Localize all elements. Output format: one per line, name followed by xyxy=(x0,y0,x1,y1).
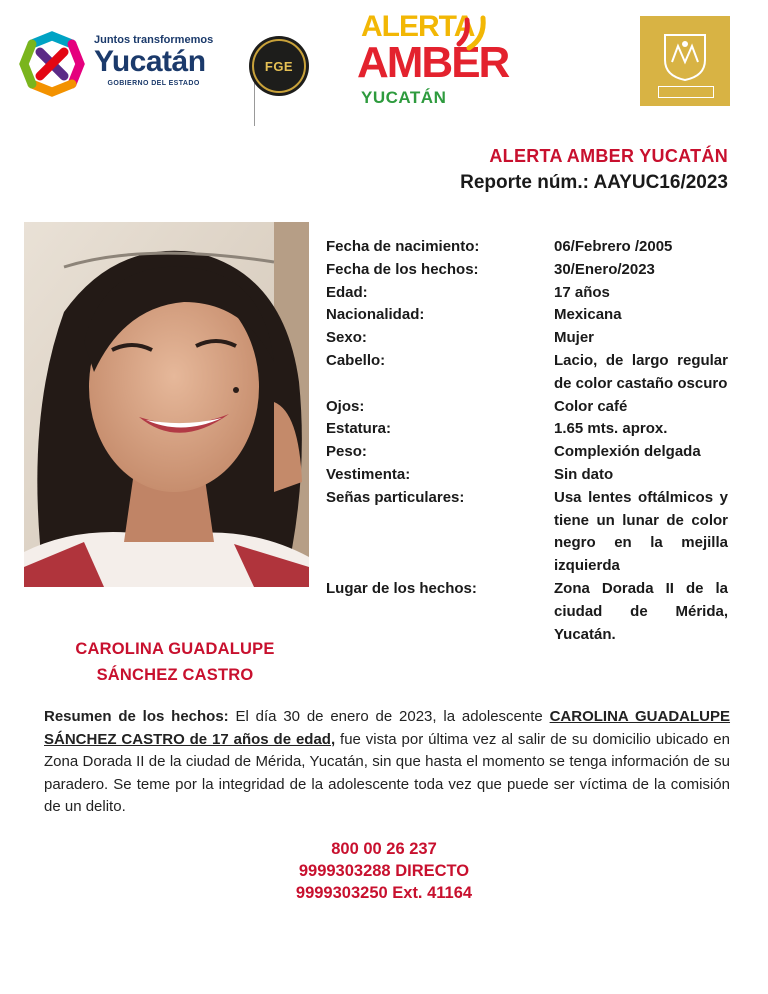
portrait-image xyxy=(24,222,309,587)
detail-row xyxy=(326,418,728,441)
alert-wave-icon xyxy=(455,14,491,54)
report-number: Reporte núm.: AAYUC16/2023 xyxy=(460,172,728,193)
detail-row xyxy=(326,396,728,419)
detail-value: Sin dato xyxy=(554,465,614,483)
amber-logo-alerta: ALERTA xyxy=(361,10,475,43)
detail-label: Señas particulares: xyxy=(326,488,465,506)
summary-text-1: El día 30 de enero de 2023, la adolescente xyxy=(228,708,550,725)
missing-person-photo xyxy=(24,222,309,587)
detail-label: Fecha de nacimiento: xyxy=(326,238,480,255)
detail-value: Complexión delgada xyxy=(554,443,701,461)
detail-value: Mujer xyxy=(554,329,595,347)
detail-label: Peso: xyxy=(326,443,367,461)
detail-row xyxy=(326,236,728,259)
detail-label: Sexo: xyxy=(326,329,367,347)
name-line-1: CAROLINA GUADALUPE xyxy=(75,640,275,658)
contact-phones xyxy=(0,838,768,904)
incident-summary xyxy=(44,706,730,819)
detail-row xyxy=(326,282,728,305)
summary-highlight: CAROLINA GUADALUPE SÁNCHEZ CASTRO de 17 años de edad, xyxy=(44,708,731,748)
detail-label: Edad: xyxy=(326,283,368,301)
yucatan-emblem-icon xyxy=(18,30,86,98)
detail-row xyxy=(326,304,728,327)
phone-number: 9999303288 DIRECTO xyxy=(298,862,470,880)
amber-logo-yucatan: YUCATÁN xyxy=(361,88,447,107)
detail-value: Usa lentes oftálmicos y tiene un lunar de color negro en la mejilla izquierda xyxy=(554,488,728,575)
summary-text-2: fue vista por última vez al salir de su domicilio ubicado en Zona Dorada II de la ciudad de Mérida, Yucatán, sin que hasta el momento se tenga información de su paradero. Se teme por la integridad de la adolescente toda vez que puede ser víctima de la comisión de un delito. xyxy=(44,730,730,815)
seal-caption-band xyxy=(658,86,714,98)
yucatan-tagline: Juntos transformemos xyxy=(94,34,214,46)
fge-seal xyxy=(249,36,309,96)
alerta-amber-logo xyxy=(355,8,509,112)
summary-label: Resumen de los hechos: xyxy=(44,708,229,725)
detail-value: 17 años xyxy=(554,283,610,301)
missing-person-name xyxy=(40,636,310,688)
detail-label: Cabello: xyxy=(326,351,386,369)
detail-label: Fecha de los hechos: xyxy=(326,260,479,278)
detail-row xyxy=(326,464,728,487)
alert-title: ALERTA AMBER YUCATÁN xyxy=(489,146,728,166)
detail-value: Zona Dorada II de la ciudad de Mérida, Yucatán. xyxy=(554,579,728,643)
detail-row xyxy=(326,327,728,350)
detail-row xyxy=(326,259,728,282)
name-line-2: SÁNCHEZ CASTRO xyxy=(96,666,254,684)
yucatan-government-label: GOBIERNO DEL ESTADO xyxy=(107,80,200,87)
phone-number: 800 00 26 237 xyxy=(331,840,437,858)
detail-label: Lugar de los hechos: xyxy=(326,579,477,597)
detail-label: Vestimenta: xyxy=(326,465,411,483)
detail-row xyxy=(326,578,728,646)
detail-value: Mexicana xyxy=(554,306,622,324)
detail-label: Estatura: xyxy=(326,420,392,438)
yucatan-government-logo xyxy=(18,28,246,100)
detail-value: Lacio, de largo regular de color castaño oscuro xyxy=(554,351,728,392)
detail-value: Color café xyxy=(554,397,628,415)
detail-row xyxy=(326,441,728,464)
fge-label: FGE xyxy=(264,58,294,74)
details-table xyxy=(326,236,728,646)
yucatan-name: Yucatán xyxy=(94,45,206,78)
detail-row xyxy=(326,487,728,578)
detail-row xyxy=(326,350,728,396)
amber-logo-amber: AMBER xyxy=(357,38,509,87)
yucatan-state-seal xyxy=(640,16,730,106)
detail-label: Nacionalidad: xyxy=(326,306,425,324)
shield-icon xyxy=(662,32,708,82)
detail-value: 06/Febrero /2005 xyxy=(554,238,673,255)
detail-value: 30/Enero/2023 xyxy=(554,260,655,278)
phone-number: 9999303250 Ext. 41164 xyxy=(295,884,473,902)
detail-label: Ojos: xyxy=(326,397,365,415)
detail-value: 1.65 mts. aprox. xyxy=(554,420,668,438)
